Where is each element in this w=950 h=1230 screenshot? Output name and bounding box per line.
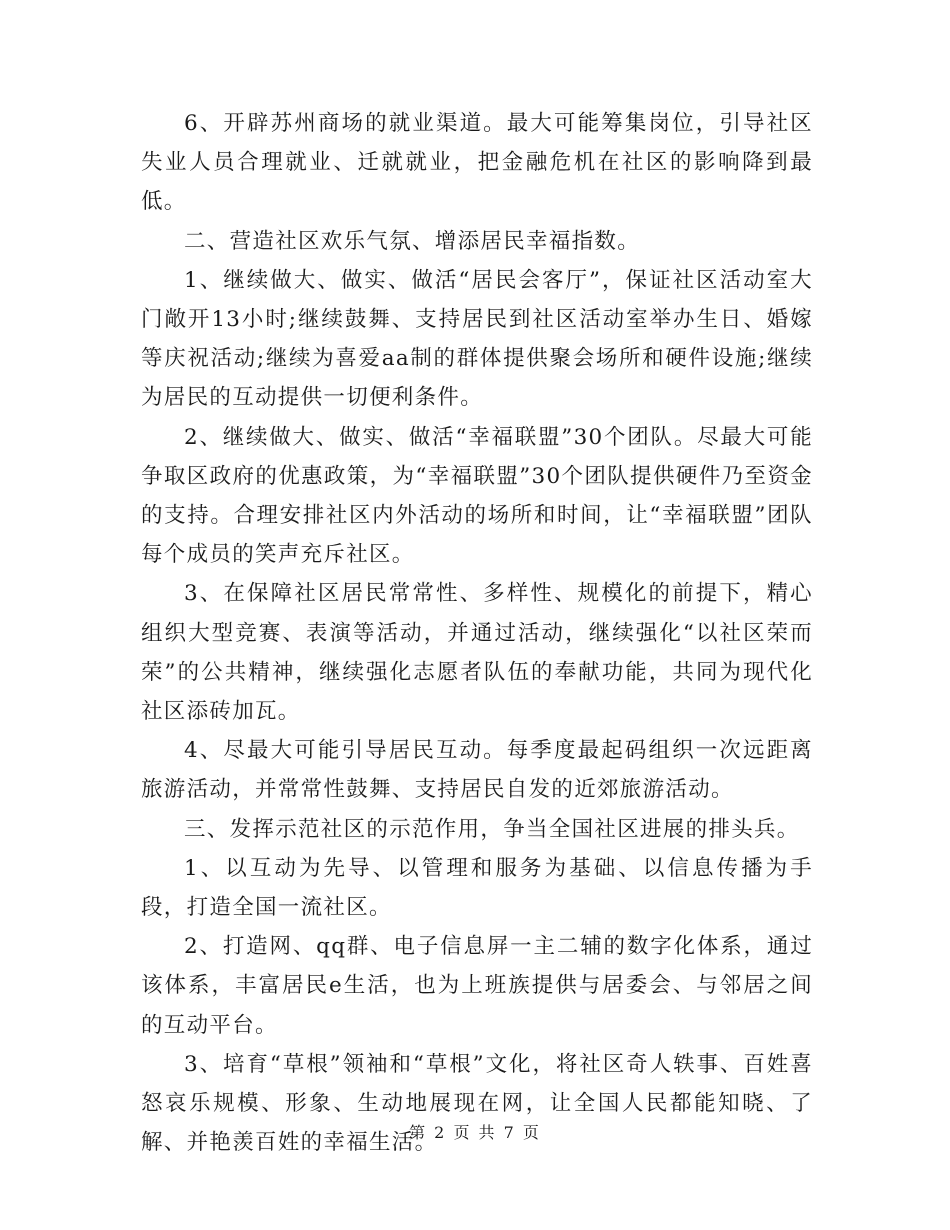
section-heading: 二、营造社区欢乐气氛、增添居民幸福指数。 (184, 228, 641, 254)
paragraph: 6、开辟苏州商场的就业渠道。最大可能筹集岗位，引导社区失业人员合理就业、迁就就业，把金融危机在社区的影响降到最低。 (141, 111, 813, 215)
section-heading: 三、发挥示范社区的示范作用，争当全国社区进展的排头兵。 (184, 816, 800, 842)
paragraph: 3、在保障社区居民常常性、多样性、规模化的前提下，精心组织大型竞赛、表演等活动，并通过活动，继续强化“以社区荣而荣”的公共精神，继续强化志愿者队伍的奉献功能，共同为现代化社区添砖加瓦。 (141, 581, 813, 725)
paragraph: 3、培育“草根”领袖和“草根”文化，将社区奇人轶事、百姓喜怒哀乐规模、形象、生动地展现在网，让全国人民都能知晓、了解、并艳羡百姓的幸福生活。 (141, 1051, 813, 1156)
page-footer: 第 2 页 共 7 页 (409, 1123, 541, 1142)
document-body (141, 104, 813, 1162)
paragraph: 4、尽最大可能引导居民互动。每季度最起码组织一次远距离旅游活动，并常常性鼓舞、支持居民自发的近郊旅游活动。 (141, 738, 813, 803)
paragraph: 2、继续做大、做实、做活“幸福联盟”30个团队。尽最大可能争取区政府的优惠政策，为“幸福联盟”30个团队提供硬件乃至资金的支持。合理安排社区内外活动的场所和时间，让“幸福联盟”团队每个成员的笑声充斥社区。 (141, 424, 813, 568)
paragraph: 1、继续做大、做实、做活“居民会客厅”，保证社区活动室大门敞开13小时;继续鼓舞、支持居民到社区活动室举办生日、婚嫁等庆祝活动;继续为喜爱aa制的群体提供聚会场所和硬件设施;继续为居民的互动提供一切便利条件。 (141, 267, 813, 411)
paragraph: 1、以互动为先导、以管理和服务为基础、以信息传播为手段，打造全国一流社区。 (141, 855, 813, 921)
paragraph: 2、打造网、qq群、电子信息屏一主二辅的数字化体系，通过该体系，丰富居民e生活，也为上班族提供与居委会、与邻居之间的互动平台。 (141, 934, 813, 1038)
